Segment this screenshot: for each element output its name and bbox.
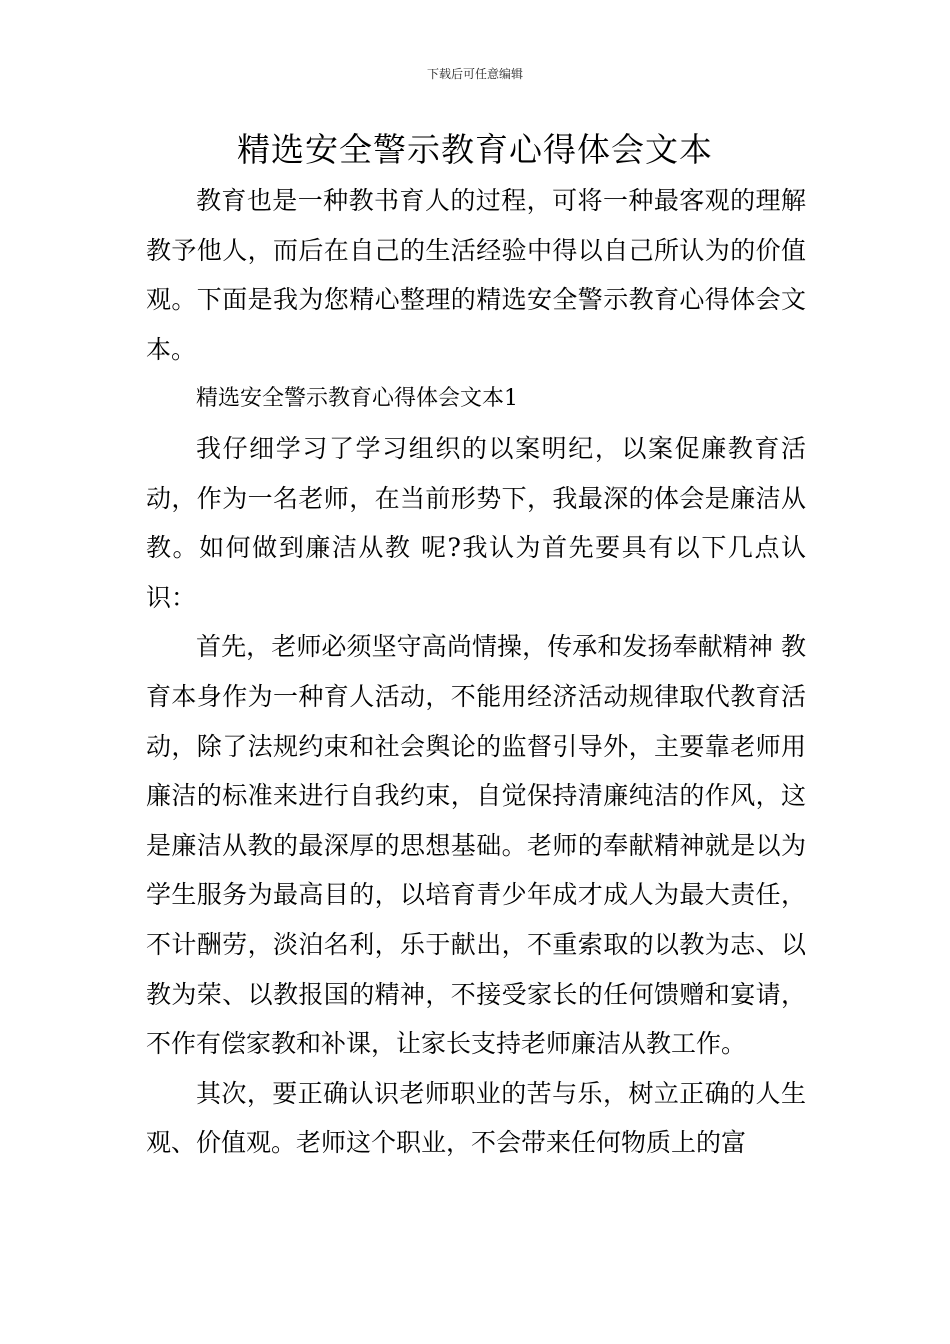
intro-paragraph: 教育也是一种教书育人的过程，可将一种最客观的理解教予他人，而后在自己的生活经验中得以自己所认为的价值观。下面是我为您精心整理的精选安全警示教育心得体会文本。 xyxy=(146,186,806,364)
body-paragraph: 我仔细学习了学习组织的以案明纪，以案促廉教育活动，作为一名老师，在当前形势下，我最深的体会是廉洁从教。如何做到廉洁从教 呢?我认为首先要具有以下几点认识： xyxy=(146,433,806,612)
header-note: 下载后可任意编辑 xyxy=(426,67,523,81)
section-heading: 精选安全警示教育心得体会文本1 xyxy=(196,386,518,412)
document-title: 精选安全警示教育心得体会文本 xyxy=(237,130,713,169)
body-paragraph: 其次，要正确认识老师职业的苦与乐，树立正确的人生观、价值观。老师这个职业，不会带来任何物质上的富 xyxy=(146,1078,806,1158)
body-paragraph: 首先，老师必须坚守高尚情操，传承和发扬奉献精神 教育本身作为一种育人活动，不能用经济活动规律取代教育活动，除了法规约束和社会舆论的监督引导外，主要靠老师用廉洁的标准来进行自我约束，自觉保持清廉纯洁的作风，这是廉洁从教的最深厚的思想基础。老师的奉献精神就是以为学生服务为最高目的，以培育青少年成才成人为最大责任，不计酬劳，淡泊名利，乐于献出，不重索取的以教为志、以教为荣、以教报国的精神，不接受家长的任何馈赠和宴请，不作有偿家教和补课，让家长支持老师廉洁从教工作。 xyxy=(146,632,806,1059)
document-body xyxy=(146,176,806,1168)
